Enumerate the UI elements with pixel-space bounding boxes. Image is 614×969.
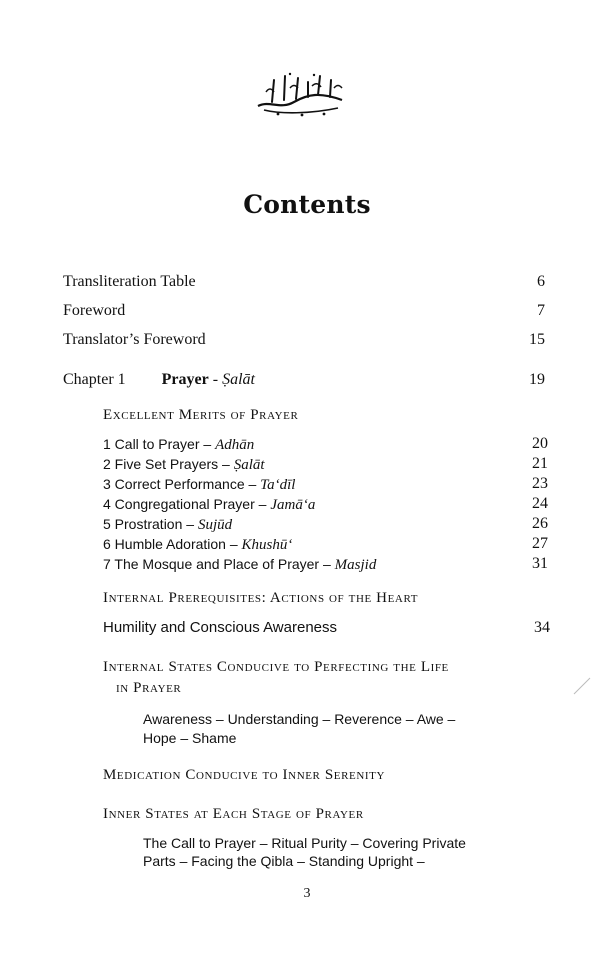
toc-entry-translators-foreword[interactable]: Translator’s Foreword xyxy=(63,331,206,348)
basmala-calligraphy-icon xyxy=(250,70,350,118)
entry-arabic: Adhān xyxy=(215,437,255,453)
entry-arabic: Jamā‘a xyxy=(270,497,316,513)
toc-page-number: 24 xyxy=(532,495,548,512)
toc-subentry-congregational-prayer[interactable] xyxy=(103,494,315,515)
toc-chapter-entry[interactable] xyxy=(63,370,255,390)
inner-states-line-1: The Call to Prayer – Ritual Purity – Covering Private xyxy=(143,835,466,851)
entry-text: 7 The Mosque and Place of Prayer – xyxy=(103,556,335,572)
entry-arabic: Masjid xyxy=(334,557,377,573)
inner-states-line-2: Parts – Facing the Qibla – Standing Upright – xyxy=(143,853,425,869)
entry-arabic: Ta‘dīl xyxy=(260,477,296,493)
pencil-mark-icon xyxy=(572,676,592,696)
toc-page-number: 15 xyxy=(529,331,545,348)
chapter-title: Prayer xyxy=(161,371,209,388)
toc-page-number: 23 xyxy=(532,475,548,492)
toc-page-number: 6 xyxy=(537,273,545,290)
section-heading-internal-states-cont: in Prayer xyxy=(116,680,182,696)
toc-subentry-prostration[interactable] xyxy=(103,514,232,535)
entry-text: 3 Correct Performance – xyxy=(103,476,261,492)
toc-page-number: 19 xyxy=(529,371,545,388)
toc-page-number: 27 xyxy=(532,535,548,552)
entry-text: 4 Congregational Prayer – xyxy=(103,496,271,512)
toc-page-number: 20 xyxy=(532,435,548,452)
toc-page-number: 7 xyxy=(537,302,545,319)
chapter-title-arabic: Ṣalāt xyxy=(222,371,255,388)
toc-page-number: 31 xyxy=(532,555,548,572)
section-heading-medication: Medication Conducive to Inner Serenity xyxy=(103,767,386,783)
states-list-line-2: Hope – Shame xyxy=(143,730,237,746)
toc-subentry-call-to-prayer[interactable] xyxy=(103,434,254,455)
section-heading-inner-states: Inner States at Each Stage of Prayer xyxy=(103,806,364,822)
toc-entry-transliteration[interactable]: Transliteration Table xyxy=(63,273,196,290)
entry-text: 6 Humble Adoration – xyxy=(103,536,242,552)
toc-page-number: 34 xyxy=(534,619,550,636)
page-number: 3 xyxy=(303,886,311,901)
toc-subentry-humble-adoration[interactable] xyxy=(103,534,292,555)
entry-arabic: Khushū‘ xyxy=(241,537,293,553)
toc-subentry-humility[interactable]: Humility and Conscious Awareness xyxy=(103,619,338,636)
toc-entry-foreword[interactable]: Foreword xyxy=(63,302,126,319)
chapter-label: Chapter 1 xyxy=(63,371,126,388)
toc-page-number: 21 xyxy=(532,455,548,472)
toc-subentry-correct-performance[interactable] xyxy=(103,474,295,495)
section-heading-prerequisites: Internal Prerequisites: Actions of the Heart xyxy=(103,590,419,606)
toc-page-number: 26 xyxy=(532,515,548,532)
section-heading-merits: Excellent Merits of Prayer xyxy=(103,407,299,423)
chapter-title-separator: - xyxy=(208,371,223,388)
entry-text: 2 Five Set Prayers – xyxy=(103,456,234,472)
states-list-line-1: Awareness – Understanding – Reverence – Awe – xyxy=(143,711,456,727)
entry-text: 1 Call to Prayer – xyxy=(103,436,216,452)
entry-arabic: Ṣalāt xyxy=(233,457,265,473)
section-heading-internal-states: Internal States Conducive to Perfecting the Life xyxy=(103,659,449,675)
toc-subentry-mosque[interactable] xyxy=(103,554,376,575)
page-title: Contents xyxy=(243,190,371,219)
entry-arabic: Sujūd xyxy=(197,517,233,533)
toc-subentry-five-set-prayers[interactable] xyxy=(103,454,265,475)
entry-text: 5 Prostration – xyxy=(103,516,198,532)
